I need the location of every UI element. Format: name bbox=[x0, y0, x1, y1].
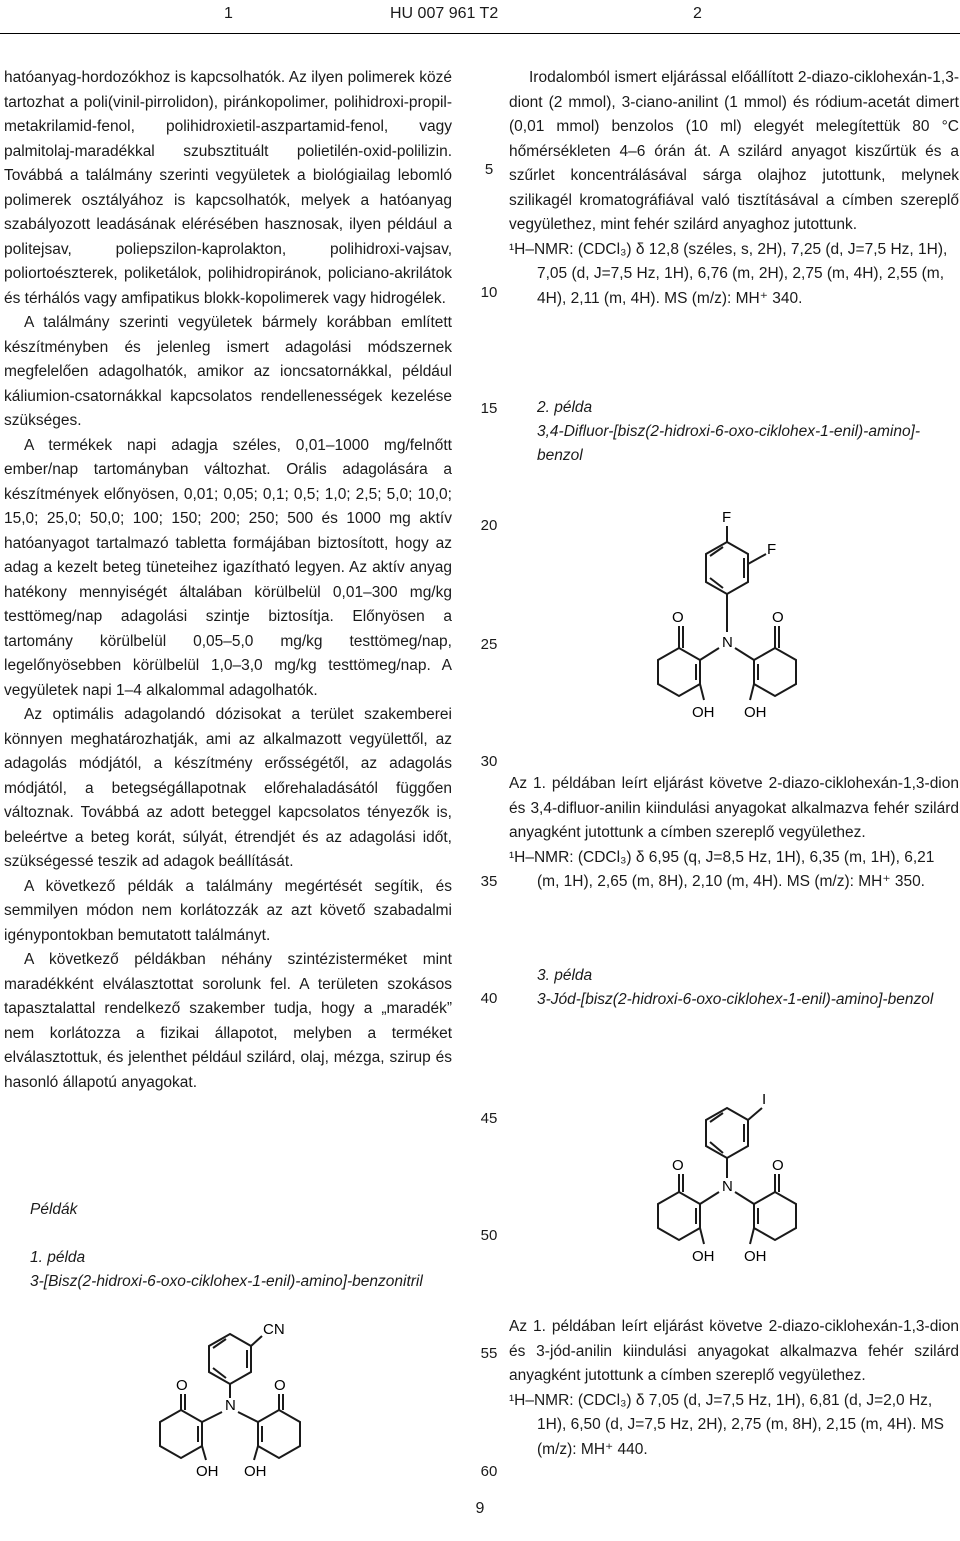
line-number: 20 bbox=[480, 517, 498, 534]
substituent-label: CN bbox=[263, 1321, 285, 1338]
example-2-text bbox=[509, 772, 959, 895]
oxygen-label: O bbox=[672, 609, 684, 626]
paragraph: A találmány szerinti vegyületek bármely korábban említett készítményben és jelenleg ismert adagolási módszernek megfelelően adagolhatók, amikor az ioncsatornákkal, például káliumion-csatornákkal kapcsolatos rendellenességek kezelése szükséges. bbox=[4, 314, 452, 429]
line-number: 15 bbox=[480, 400, 498, 417]
example-label: 2. példa bbox=[537, 399, 593, 416]
paragraph: Az optimális adagolandó dózisokat a terület szakemberei könnyen meghatározhatják, ami az alkalmazott vegyülettől, az adagolás módjától, a készítmény erősségétől, az adagolás módjától, a betegségállapotnak előrehaladásától függően változnak. Továbbá az adott beteggel kapcsolatos tényezők is, beleértve a beteg korát, súlyát, étrendjét és az adagolási időt, szükségessé teszik ad adagok beállítását. bbox=[4, 706, 452, 870]
line-number: 25 bbox=[480, 636, 498, 653]
paragraph: A következő példák a találmány megértését segítik, és semmilyen módon nem korlátozzák az azt követő szabadalmi igénypontokban bemutatott találmányt. bbox=[4, 877, 452, 944]
paragraph: Az 1. példában leírt eljárást követve 2-diazo-ciklohexán-1,3-dion és 3,4-difluor-anilin kiindulási anyagokat alkalmazva fehér szilárd anyagként jutottunk a címben szereplő vegyülethez. bbox=[509, 775, 959, 841]
nitrogen-label: N bbox=[225, 1397, 236, 1414]
example-label: 3. példa bbox=[537, 967, 593, 984]
example-title: 3,4-Difluor-[bisz(2-hidroxi-6-oxo-ciklohex-1-enil)-amino]-benzol bbox=[537, 423, 921, 464]
example-3-text bbox=[509, 1315, 959, 1462]
oxygen-label: O bbox=[772, 609, 784, 626]
line-number: 50 bbox=[480, 1227, 498, 1244]
oxygen-label: O bbox=[772, 1157, 784, 1174]
hydroxyl-label: OH bbox=[692, 704, 715, 721]
paragraph: hatóanyag-hordozókhoz is kapcsolhatók. Az ilyen polimerek közé tartozhat a poli(vinil-pirrolidon), piránkopolimer, polihidroxi-propil-metakrilamid-fenol, polihidroxietil-aszpartamid-fenol, vagy palmitolaj-maradékkal szubsztituált polietilén-oxid-polilizin. Továbbá a találmány szerinti vegyületek a biológiailag lebomló polimerek osztályához is kapcsolhatók, melyek a hatóanyag szabályozott leadásának elérésében hasznosak, ilyen például a politejsav, poliepszilon-kaprolakton, polihidroxi-vajsav, poliortoészterek, poliketálok, polihidropiránok, policiano-akrilátok és térhálós vagy amfipatikus blokk-kopolimerek vagy hidrogélek. bbox=[4, 69, 452, 307]
molecule-structure-1 bbox=[150, 1308, 330, 1488]
line-number: 55 bbox=[480, 1345, 498, 1362]
hydroxyl-label: OH bbox=[196, 1463, 219, 1480]
header-rule bbox=[0, 33, 960, 34]
hydroxyl-label: OH bbox=[744, 704, 767, 721]
molecule-structure-3 bbox=[650, 1078, 830, 1278]
hydroxyl-label: OH bbox=[744, 1248, 767, 1265]
examples-block bbox=[30, 1198, 450, 1294]
header-patent-number: HU 007 961 T2 bbox=[390, 5, 499, 22]
hydroxyl-label: OH bbox=[692, 1248, 715, 1265]
nmr-data: ¹H–NMR: (CDCl₃) δ 6,95 (q, J=8,5 Hz, 1H), 6,35 (m, 1H), 6,21 (m, 1H), 2,65 (m, 8H), 2,10 (m, 4H). MS (m/z): MH⁺ 350. bbox=[509, 848, 935, 890]
nmr-data: ¹H–NMR: (CDCl₃) δ 7,05 (d, J=7,5 Hz, 1H), 6,81 (d, J=2,0 Hz, 1H), 6,50 (d, J=7,5 Hz, 2H), 2,75 (m, 8H), 2,15 (m, 4H). MS (m/z): MH⁺ 440. bbox=[509, 1391, 945, 1458]
line-number: 40 bbox=[480, 990, 498, 1007]
paragraph: Az 1. példában leírt eljárást követve 2-diazo-ciklohexán-1,3-dion és 3-jód-anilin kiindulási anyagokat alkalmazva fehér szilárd anyagként jutottunk a címben szereplő vegyülethez. bbox=[509, 1318, 959, 1384]
nmr-data: ¹H–NMR: (CDCl₃) δ 12,8 (széles, s, 2H), 7,25 (d, J=7,5 Hz, 1H), 7,05 (d, J=7,5 Hz, 1H), 6,76 (m, 2H), 2,75 (m, 4H), 2,55 (m, 4H), 2,11 (m, 4H). MS (m/z): MH⁺ 340. bbox=[509, 240, 948, 307]
left-column bbox=[4, 66, 452, 1095]
nitrogen-label: N bbox=[722, 1178, 733, 1195]
example-title: 3-Jód-[bisz(2-hidroxi-6-oxo-ciklohex-1-enil)-amino]-benzol bbox=[537, 991, 934, 1008]
oxygen-label: O bbox=[672, 1157, 684, 1174]
example-2-heading bbox=[537, 396, 957, 468]
examples-heading: Példák bbox=[30, 1201, 78, 1218]
line-number: 60 bbox=[480, 1463, 498, 1480]
iodine-label: I bbox=[762, 1091, 767, 1108]
line-number: 35 bbox=[480, 873, 498, 890]
molecule-structure-2 bbox=[650, 502, 830, 732]
header-left-page-number: 1 bbox=[224, 5, 233, 22]
paragraph: Irodalomból ismert eljárással előállított 2-diazo-ciklohexán-1,3-diont (2 mmol), 3-ciano-anilint (1 mmol) és ródium-acetát dimert (0,01 mmol) benzolos (10 ml) elegyét melegítettük 80 °C hőmérsékleten 4–6 órán át. A szilárd anyagot kiszűrtük és a szűrlet koncentrálásával sárga olajhoz jutottunk, melynek szilikagél kromatográfiával való tisztításával a címben szereplő vegyülethez, mint fehér szilárd anyaghoz jutottunk. bbox=[509, 69, 959, 233]
line-number: 30 bbox=[480, 753, 498, 770]
fluorine-label: F bbox=[722, 509, 732, 526]
example-label: 1. példa bbox=[30, 1249, 86, 1266]
right-column bbox=[509, 66, 959, 311]
paragraph: A termékek napi adagja széles, 0,01–1000 mg/felnőtt ember/nap tartományban változhat. Orális adagolására a készítmények előnyösen, 0,01; 0,05; 0,1; 0,5; 1,0; 2,5; 5,0; 10,0; 15,0; 25,0; 50,0; 100; 150; 200; 250; 500 és 1000 mg aktív hatóanyagot tartalmazó tabletta formájában biztosított, hogy az adag a kezelt beteg tüneteihez igazítható legyen. Az aktív anyag hatékony mennyiségét általában körülbelül 0,01–300 mg/kg testtömeg/nap adagolási szintje biztosítja. Előnyösen a tartomány körülbelül 0,05–5,0 mg/kg testtömeg/nap, legelőnyösebben körülbelül 1,0–3,0 mg/kg testtömeg/nap. A vegyületek napi 1–4 alkalommal adagolhatók. bbox=[4, 436, 452, 699]
line-number: 10 bbox=[480, 284, 498, 301]
paragraph: A következő példákban néhány szintézisterméket mint maradékként elválasztottat sorolunk fel. A területen szokásos tapasztalattal rendelkező szakember tudja, hogy a „maradék” nem korlátozza a fizikai állapotot, melyben a terméket elválasztottuk, és jelenthet például szilárd, olaj, mézga, szirup és hasonló állapotú anyagokat. bbox=[4, 951, 452, 1091]
example-title: 3-[Bisz(2-hidroxi-6-oxo-ciklohex-1-enil)-amino]-benzonitril bbox=[30, 1273, 423, 1290]
header-right-page-number: 2 bbox=[693, 5, 702, 22]
nitrogen-label: N bbox=[722, 634, 733, 651]
oxygen-label: O bbox=[176, 1377, 188, 1394]
fluorine-label: F bbox=[767, 541, 777, 558]
hydroxyl-label: OH bbox=[244, 1463, 267, 1480]
line-number: 5 bbox=[484, 161, 494, 178]
example-3-heading bbox=[537, 964, 957, 1012]
page-number: 9 bbox=[475, 1500, 485, 1517]
oxygen-label: O bbox=[274, 1377, 286, 1394]
line-number: 45 bbox=[480, 1110, 498, 1127]
